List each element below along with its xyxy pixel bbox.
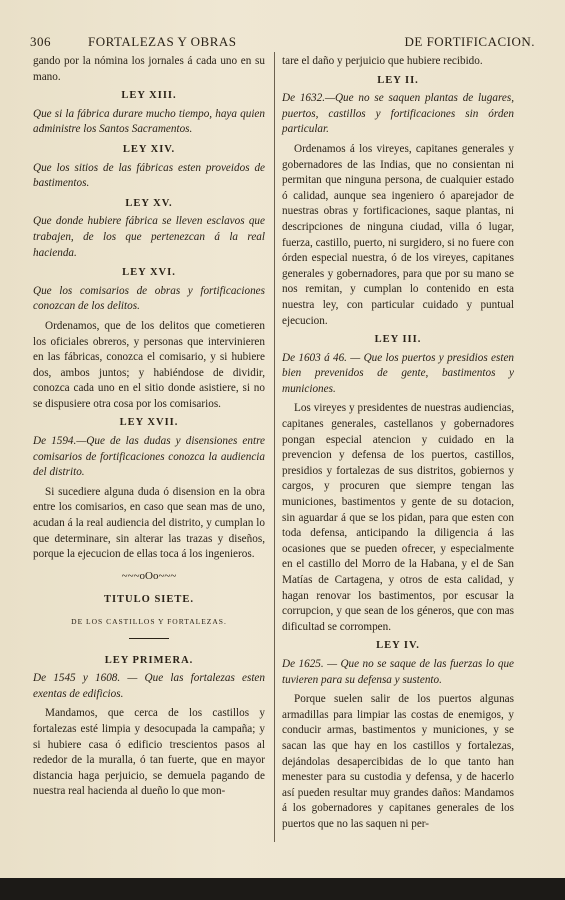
law-heading: LEY XIV. <box>122 143 176 155</box>
law-body: Ordenamos á los vireyes, capitanes generales y gobernadores de las Indias, que no consientan ni permitan que ninguna persona, de cualquier estado ó calidad, aunque sea ingeniero ó aparejador de nuestras obras y fortificaciones, saque plantas, ni descripciones de ninguna ciudad, villa ó lugar, fuerza, castillo, puerto, ni surgidero, si no fuere con órden especial nuestra, ó de los vireyes, capitanes generales y gobernadores, para que por su mano se nos remitan, y cumplan lo contenido en esta nuestra ley, con particular cuidado y puntual ejecucion. <box>282 142 514 327</box>
law-body: Porque suelen salir de los puertos algunas armadillas para limpiar las costas de enemigos, y conducir armas, bastimentos y municiones, y se sacan las que hay en los castillos y fortalezas, dejándolas desapercibidas de lo que tanto han menester para su custodia y defensa, y de hacerlo así pueden resultar muy grandes daños: Mandamos á los gobernadores y capitanes generales de los puertos que no las saquen ni per- <box>282 693 514 830</box>
running-title-left: FORTALEZAS Y OBRAS <box>88 34 237 49</box>
left-column <box>33 54 265 800</box>
law-summary: De 1594.—Que de las dudas y disensiones entre comisarios de fortificaciones conozca la audiencia del distrito. <box>33 435 265 479</box>
law-body: Los vireyes y presidentes de nuestras audiencias, capitanes generales, castellanos y gobernadores pongan especial atencion y cuidado en la prevencion y defensa de los puertos, castillos, presidios y fortalezas de sus distritos, gobiernos y cargos, y procuren que siempre tengan las municiones, bastimentos y gente de su dotacion, sin aguardar á que se los pidan, para que esten con toda defensa, anticipando la diligencia á las ocasiones que se pueden ofrecer, y especialmente en el castillo del Morro de la Habana, y el de San Matías de Cartagena, y otros de esta calidad, y hagan renovar los bastimentos, por escusar la corrupcion, y que sean de los géneros, que con mas dificultad se corrompen. <box>282 402 514 633</box>
section-rule <box>129 638 169 639</box>
law-heading: LEY IV. <box>376 640 420 652</box>
title-heading: TITULO SIETE. <box>103 594 195 606</box>
law-heading: LEY PRIMERA. <box>104 654 194 666</box>
running-title-right: DE FORTIFICACION. <box>404 34 535 49</box>
law-heading: LEY XVI. <box>122 267 176 279</box>
running-header <box>30 34 535 52</box>
scan-edge <box>0 878 565 900</box>
law-body: Ordenamos, que de los delitos que cometieren los oficiales obreros, y personas que intervinieren en las fábricas, conozca el comisario, y si hubiere dos, ambos juntos; y habiéndose de dividir, conozca cada uno en el sitio donde asistiere, si no se dispusiere otra cosa por los comisarios. <box>33 319 265 410</box>
page-number: 306 <box>30 34 51 49</box>
law-body: Mandamos, que cerca de los castillos y fortalezas esté limpia y desocupada la campaña; y si hubiere casa ó edificio trescientos pasos al rededor de la muralla, ó tan fuerte, que en mayor distancia haga perjuicio, se demuela pagando de nuestra real hacienda al dueño lo que mon- <box>33 707 265 798</box>
law-summary: De 1545 y 1608. — Que las fortalezas esten exentas de edificios. <box>33 672 265 700</box>
law-summary: Que los comisarios de obras y fortificaciones conozcan de los delitos. <box>33 284 265 313</box>
paragraph: tare el daño y perjuicio que hubiere recibido. <box>282 55 483 67</box>
law-summary: De 1625. — Que no se saque de las fuerzas lo que tuvieren para su defensa y sustento. <box>282 657 514 686</box>
law-body: Si sucediere alguna duda ó disension en la obra entre los comisarios, en caso que sean mas de uno, acudan á la real audiencia del distrito, y cumplan lo que determinare, sin alterar las trazas y diseños, porque la ejecucion de ellas toca á los ingenieros. <box>33 485 265 561</box>
paragraph: gando por la nómina los jornales á cada uno en su mano. <box>33 55 265 83</box>
law-heading: LEY III. <box>374 334 422 346</box>
law-summary: Que donde hubiere fábrica se lleven esclavos que trabajen, de los que pertenezcan á la real hacienda. <box>33 215 265 259</box>
law-summary: Que si la fábrica durare mucho tiempo, haya quien administre los Santos Sacramentos. <box>33 107 265 136</box>
law-heading: LEY II. <box>377 74 419 86</box>
law-heading: LEY XV. <box>125 197 173 209</box>
right-column <box>282 54 514 833</box>
column-divider <box>274 52 275 842</box>
law-summary: De 1603 á 46. — Que los puertos y presidios esten bien prevenidos de gente, bastimentos y municiones. <box>282 351 514 395</box>
law-summary: De 1632.—Que no se saquen plantas de lugares, puertos, castillos y fortificaciones sin órden particular. <box>282 92 514 136</box>
title-subheading: DE LOS CASTILLOS Y FORTALEZAS. <box>71 617 227 626</box>
law-heading: LEY XIII. <box>121 90 177 102</box>
law-heading: LEY XVII. <box>119 417 179 429</box>
ornament-divider: ~~~oOo~~~ <box>121 569 177 582</box>
law-summary: Que los sitios de las fábricas esten proveidos de bastimentos. <box>33 161 265 190</box>
